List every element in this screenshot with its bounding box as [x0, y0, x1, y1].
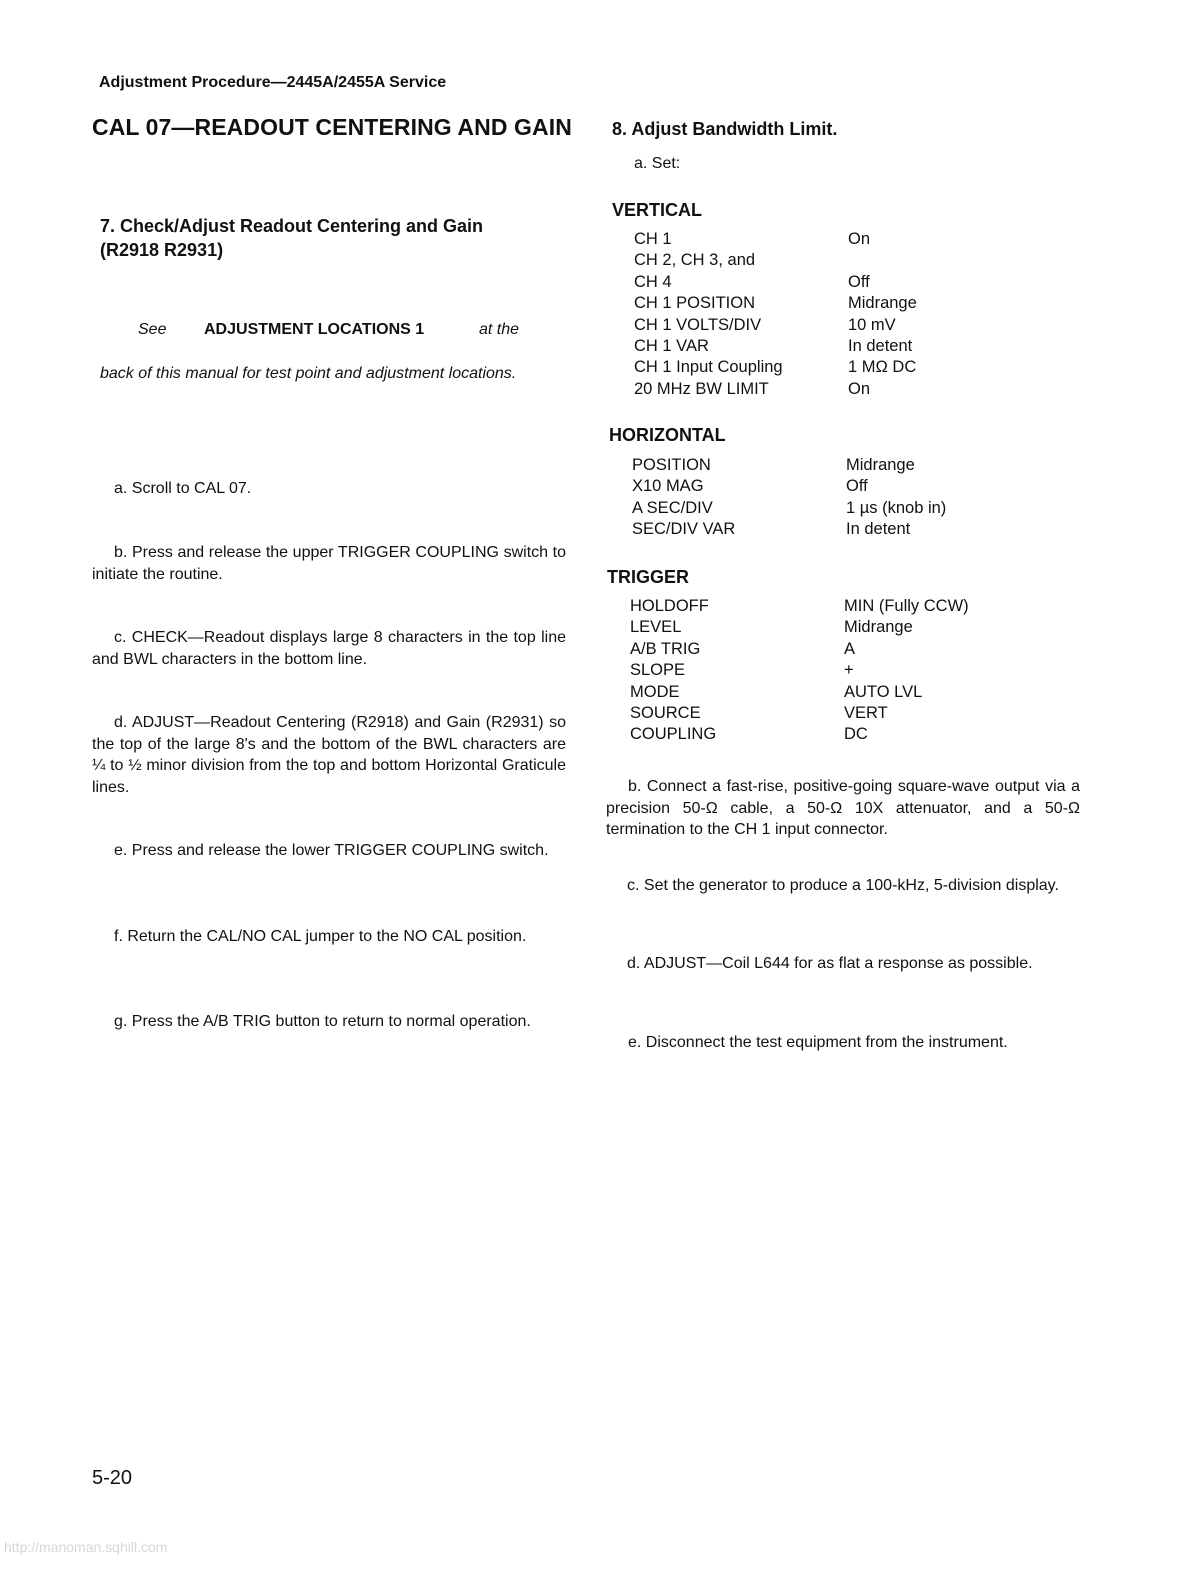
horizontal-settings-table	[632, 455, 946, 541]
control-setting: DC	[844, 725, 868, 744]
step7-f: f. Return the CAL/NO CAL jumper to the NO CAL position.	[114, 928, 527, 945]
trigger-settings-table	[630, 596, 969, 746]
horizontal-setting-row	[632, 455, 946, 476]
horizontal-heading: HORIZONTAL	[609, 425, 726, 445]
trigger-setting-row	[630, 660, 969, 681]
control-setting: Midrange	[846, 456, 915, 474]
step8-a: a. Set:	[634, 155, 681, 172]
step7-g: g. Press the A/B TRIG button to return to normal operation.	[114, 1013, 531, 1030]
step7-heading	[92, 215, 566, 238]
control-setting: Midrange	[848, 294, 917, 313]
control-name: SLOPE	[630, 661, 686, 680]
trigger-setting-row	[630, 596, 969, 617]
control-name: A SEC/DIV	[632, 498, 713, 517]
control-name: MODE	[630, 682, 680, 701]
control-name: SOURCE	[630, 704, 701, 723]
trigger-heading: TRIGGER	[607, 567, 690, 587]
vertical-setting-row	[634, 229, 917, 250]
control-name: CH 2, CH 3, and	[634, 251, 756, 270]
control-setting: MIN (Fully CCW)	[844, 597, 969, 615]
control-setting: 1 MΩ DC	[848, 358, 917, 377]
step7-heading-line1: 7. Check/Adjust Readout Centering and Gain	[100, 216, 484, 236]
control-name: CH 1 VAR	[634, 337, 709, 356]
vertical-setting-row	[634, 336, 917, 357]
see-note-reference: ADJUSTMENT LOCATIONS 1	[204, 321, 425, 338]
control-setting: A	[844, 639, 856, 658]
control-name: 20 MHz BW LIMIT	[634, 379, 769, 398]
step7-c: c. CHECK—Readout displays large 8 characters in the top line and BWL characters in the bottom line.	[92, 629, 566, 668]
vertical-heading: VERTICAL	[612, 200, 702, 220]
control-name: CH 1 POSITION	[634, 294, 756, 313]
step8-e: e. Disconnect the test equipment from the instrument.	[628, 1034, 1008, 1051]
control-name: POSITION	[632, 456, 711, 474]
trigger-setting-row	[630, 617, 969, 638]
control-setting: +	[844, 661, 854, 680]
horizontal-setting-row	[632, 476, 946, 497]
trigger-setting-row	[630, 682, 969, 703]
control-setting: VERT	[844, 704, 888, 723]
control-name: COUPLING	[630, 725, 717, 744]
control-setting: Midrange	[844, 618, 913, 637]
step7-heading-line2: (R2918 R2931)	[100, 240, 224, 260]
horizontal-setting-row	[632, 498, 946, 519]
control-setting	[848, 250, 917, 271]
control-setting: On	[848, 379, 871, 398]
vertical-settings-table	[634, 229, 917, 400]
see-note-see: See	[138, 321, 167, 338]
horizontal-setting-row	[632, 519, 946, 540]
control-setting: Off	[848, 272, 870, 291]
control-name: SEC/DIV VAR	[632, 520, 736, 539]
step7-e: e. Press and release the lower TRIGGER COUPLING switch.	[114, 842, 549, 859]
step8-heading: 8. Adjust Bandwidth Limit.	[612, 119, 838, 139]
control-name: CH 1	[634, 230, 672, 248]
control-name: CH 1 VOLTS/DIV	[634, 315, 762, 334]
control-name: HOLDOFF	[630, 597, 709, 615]
vertical-setting-row	[634, 357, 917, 378]
control-setting: AUTO LVL	[844, 682, 923, 701]
control-setting: In detent	[848, 337, 913, 356]
watermark: http://manoman.sqhill.com	[4, 1539, 168, 1555]
step8-c: c. Set the generator to produce a 100-kHz, 5-division display.	[627, 877, 1059, 894]
step7-b: b. Press and release the upper TRIGGER COUPLING switch to initiate the routine.	[92, 544, 566, 583]
control-setting: 1 µs (knob in)	[846, 498, 947, 517]
control-name: A/B TRIG	[630, 639, 701, 658]
control-setting: Off	[846, 477, 868, 496]
vertical-setting-row	[634, 315, 917, 336]
see-note-at-the: at the	[479, 321, 520, 338]
step7-a: a. Scroll to CAL 07.	[114, 480, 252, 497]
step8-b: b. Connect a fast-rise, positive-going square-wave output via a precision 50-Ω cable, a 50-Ω 10X attenuator, and a 50-Ω termination to the CH 1 input connector.	[606, 778, 1080, 838]
vertical-setting-row	[634, 379, 917, 400]
trigger-setting-row	[630, 639, 969, 660]
control-name: CH 1 Input Coupling	[634, 358, 783, 377]
running-head: Adjustment Procedure—2445A/2455A Service	[99, 74, 447, 91]
control-setting: 10 mV	[848, 315, 896, 334]
vertical-setting-row	[634, 272, 917, 293]
control-setting: On	[848, 230, 871, 248]
vertical-setting-row	[634, 250, 917, 271]
control-name: CH 4	[634, 272, 672, 291]
see-note-line2: back of this manual for test point and adjustment locations.	[100, 365, 517, 382]
trigger-setting-row	[630, 703, 969, 724]
step7-d: d. ADJUST—Readout Centering (R2918) and Gain (R2931) so the top of the large 8's and the bottom of the BWL characters are ¼ to ½ minor division from the top and bottom Horizontal Graticule lines.	[92, 714, 566, 796]
trigger-setting-row	[630, 724, 969, 745]
control-setting: In detent	[846, 520, 911, 539]
control-name: X10 MAG	[632, 477, 704, 496]
step8-d: d. ADJUST—Coil L644 for as flat a response as possible.	[627, 955, 1033, 972]
page-number: 5-20	[92, 1467, 133, 1489]
vertical-setting-row	[634, 293, 917, 314]
control-name: LEVEL	[630, 618, 682, 637]
section-title: CAL 07—READOUT CENTERING AND GAIN	[92, 114, 572, 140]
